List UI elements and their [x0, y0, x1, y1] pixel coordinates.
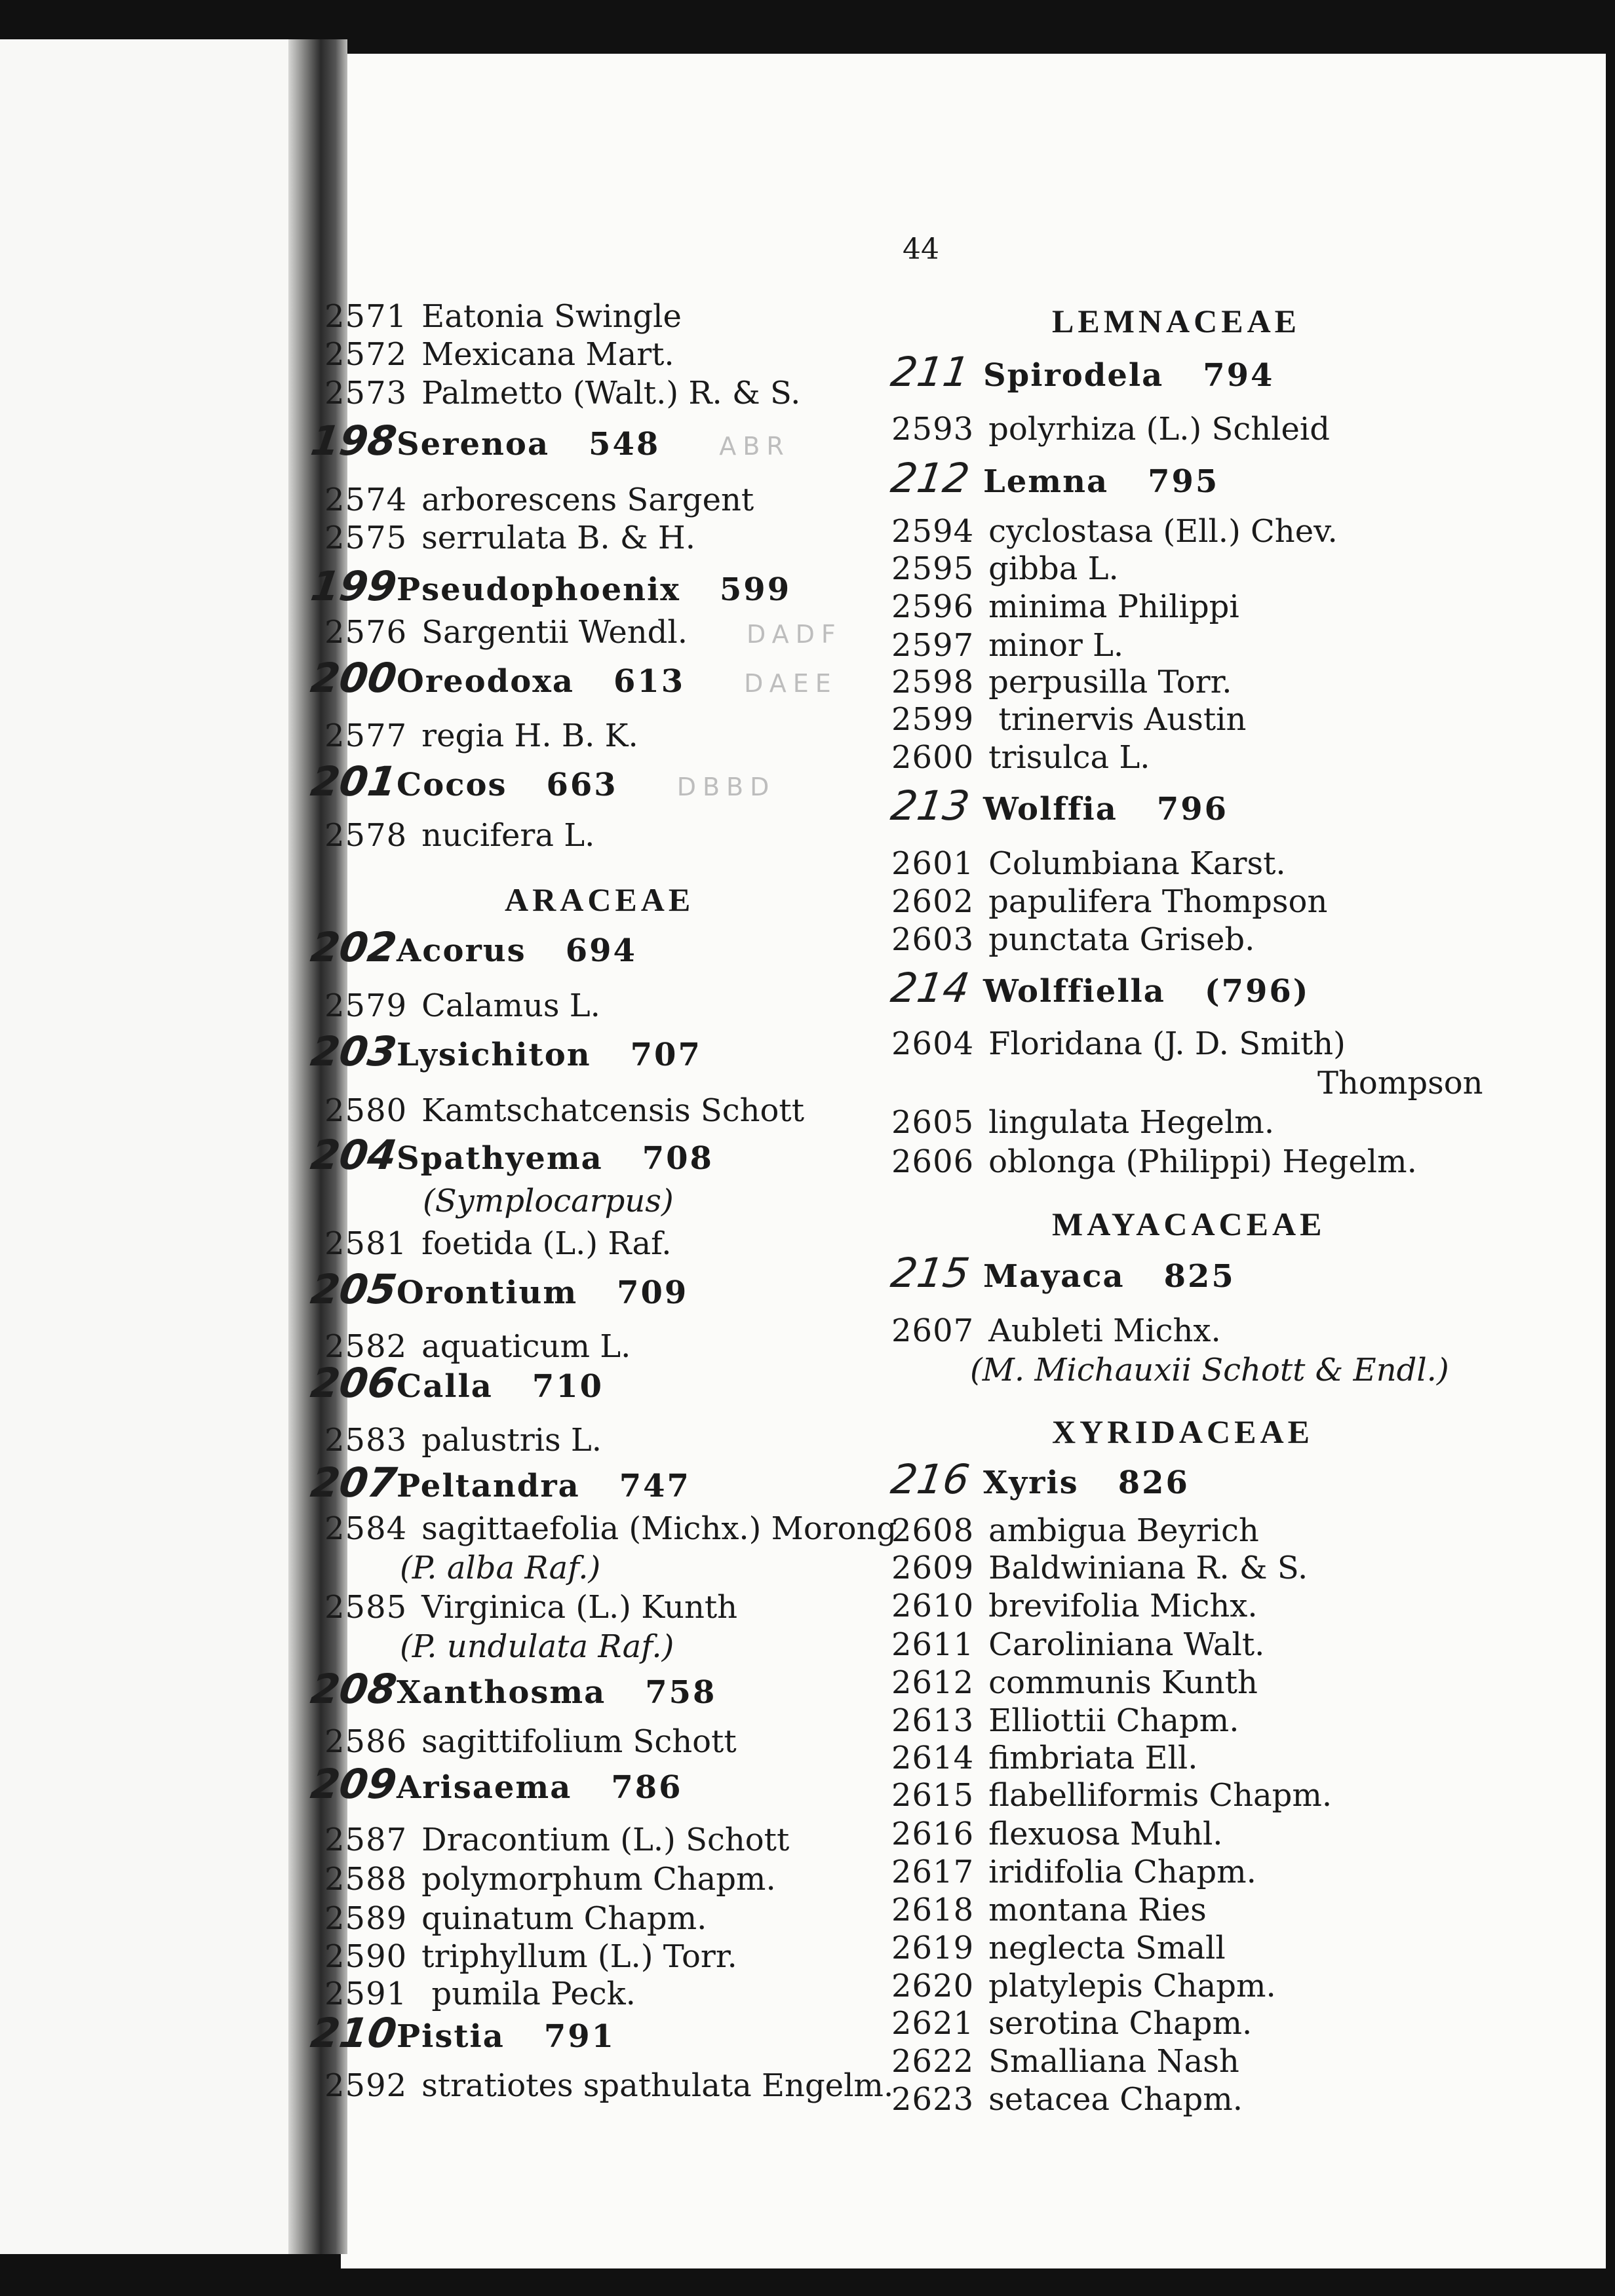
entry-number: 2606	[891, 1143, 975, 1180]
species-entry	[891, 2081, 1243, 2118]
genus-name: Serenoa	[397, 426, 550, 463]
entry-number: 2610	[891, 1588, 975, 1624]
entry-number: 2616	[891, 1816, 975, 1852]
entry-number: 2621	[891, 2005, 975, 2042]
species-name: regia H. B. K.	[421, 718, 638, 754]
genus-number: 794	[1203, 357, 1275, 394]
species-name: Eatonia Swingle	[421, 298, 682, 335]
handwritten-number: 208	[307, 1665, 400, 1713]
species-name: serrulata B. & H.	[421, 520, 696, 556]
synonym-note	[970, 1352, 1449, 1388]
synonym-text: (P. undulata Raf.)	[400, 1628, 674, 1665]
genus-heading	[887, 964, 1310, 1012]
entry-number: 2577	[324, 718, 408, 754]
genus-name: Spathyema	[397, 1140, 603, 1177]
species-name: triphyllum (L.) Torr.	[421, 1938, 737, 1975]
genus-name: Wolffiella	[983, 973, 1165, 1010]
genus-number: 694	[565, 932, 637, 969]
handwritten-number: 209	[307, 1760, 400, 1808]
species-name: neglecta Small	[988, 1930, 1226, 1966]
species-entry	[891, 921, 1255, 958]
species-entry	[324, 520, 695, 556]
entry-number: 2576	[324, 614, 408, 651]
species-name: polymorphum Chapm.	[421, 1861, 776, 1898]
family-heading	[1052, 303, 1300, 340]
species-entry	[891, 664, 1232, 700]
species-name: Mexicana Mart.	[421, 336, 674, 373]
entry-number: 2598	[891, 664, 975, 700]
species-entry	[891, 1930, 1226, 1966]
species-entry	[891, 1777, 1332, 1814]
species-entry	[891, 1664, 1258, 1701]
genus-number: 791	[543, 2018, 616, 2055]
genus-number: 708	[642, 1140, 714, 1177]
genus-heading	[307, 1027, 702, 1075]
handwritten-number: 202	[307, 923, 400, 971]
handwritten-number: 199	[307, 562, 400, 610]
entry-number: 2578	[324, 817, 408, 854]
genus-number: 795	[1148, 463, 1220, 500]
species-entry	[324, 336, 674, 373]
family-heading	[505, 881, 694, 919]
species-entry	[891, 411, 1330, 448]
genus-name: Mayaca	[983, 1258, 1125, 1295]
species-entry	[891, 1816, 1223, 1852]
species-name: aquaticum L.	[421, 1328, 631, 1365]
entry-number: 2584	[324, 1510, 408, 1547]
species-name: fimbriata Ell.	[988, 1740, 1198, 1776]
genus-name: Orontium	[397, 1274, 578, 1311]
handwritten-number: 206	[307, 1359, 400, 1407]
species-entry	[891, 588, 1239, 625]
handwritten-number: 215	[887, 1249, 973, 1297]
species-entry	[891, 627, 1123, 664]
entry-number: 2605	[891, 1104, 975, 1141]
species-name: quinatum Chapm.	[421, 1900, 707, 1937]
entry-number: 2611	[891, 1626, 975, 1663]
entry-number: 2591	[324, 1976, 408, 2012]
handwritten-number: 201	[307, 757, 400, 805]
genus-heading	[307, 2009, 616, 2057]
genus-name: Xyris	[983, 1464, 1079, 1501]
species-entry	[891, 1626, 1264, 1663]
genus-number: 796	[1156, 791, 1229, 828]
genus-number: 709	[617, 1274, 689, 1311]
species-entry	[324, 1822, 789, 1858]
species-name: papulifera Thompson	[988, 883, 1328, 920]
genus-heading	[307, 562, 792, 610]
faint-stamp: DBBD	[676, 773, 776, 801]
entry-number: 2623	[891, 2081, 975, 2118]
species-name: foetida (L.) Raf.	[421, 1225, 672, 1262]
genus-number: 758	[645, 1674, 717, 1711]
entry-number: 2575	[324, 520, 408, 556]
page-number: 44	[903, 233, 939, 266]
species-name: Dracontium (L.) Schott	[421, 1822, 790, 1858]
species-entry	[891, 1143, 1417, 1180]
entry-number: 2614	[891, 1740, 975, 1776]
species-name: gibba L.	[988, 550, 1119, 587]
genus-heading	[887, 1249, 1236, 1297]
genus-heading	[307, 417, 790, 465]
species-entry	[891, 883, 1327, 920]
species-entry	[891, 1854, 1256, 1890]
genus-number: 826	[1118, 1464, 1190, 1501]
species-entry	[324, 2067, 893, 2104]
entry-number: 2612	[891, 1664, 975, 1701]
handwritten-number: 204	[307, 1131, 400, 1179]
species-name: brevifolia Michx.	[988, 1588, 1258, 1624]
species-name: flexuosa Muhl.	[988, 1816, 1223, 1852]
species-name: Sargentii Wendl.	[421, 614, 688, 651]
entry-number: 2609	[891, 1550, 975, 1586]
genus-heading	[307, 1665, 717, 1713]
genus-name: Lemna	[983, 463, 1109, 500]
faint-stamp: DAEE	[744, 669, 838, 698]
entry-number: 2586	[324, 1723, 408, 1760]
species-name: flabelliformis Chapm.	[988, 1777, 1333, 1814]
species-entry	[324, 1225, 671, 1262]
species-entry	[891, 845, 1286, 882]
species-name: Palmetto (Walt.) R. & S.	[421, 375, 801, 411]
handwritten-number: 207	[307, 1459, 400, 1506]
species-name: Columbiana Karst.	[988, 845, 1286, 882]
genus-heading	[307, 1131, 714, 1179]
genus-name: Calla	[397, 1368, 493, 1405]
species-entry	[891, 1104, 1274, 1141]
genus-heading	[887, 348, 1275, 396]
entry-number: 2573	[324, 375, 408, 411]
species-entry	[891, 1512, 1259, 1549]
handwritten-number: 210	[307, 2009, 400, 2057]
species-name: Kamtschatcensis Schott	[421, 1092, 805, 1129]
genus-name: Acorus	[397, 932, 526, 969]
synonym-text: (P. alba Raf.)	[400, 1550, 601, 1586]
genus-number: 599	[719, 571, 792, 608]
species-name: minima Philippi	[988, 588, 1239, 625]
entry-number: 2602	[891, 883, 975, 920]
entry-number: 2607	[891, 1312, 975, 1349]
entry-number: 2622	[891, 2043, 975, 2080]
synonym-note	[400, 1550, 600, 1586]
species-name: Aubleti Michx.	[988, 1312, 1221, 1349]
entry-number: 2593	[891, 411, 975, 448]
species-entry	[324, 1938, 737, 1975]
facing-page	[0, 39, 292, 2254]
species-name: trinervis Austin	[988, 701, 1247, 738]
species-entry	[324, 614, 842, 653]
species-name: Caroliniana Walt.	[988, 1626, 1265, 1663]
species-name: iridifolia Chapm.	[988, 1854, 1256, 1890]
genus-name: Peltandra	[397, 1468, 580, 1504]
species-name: cyclostasa (Ell.) Chev.	[988, 513, 1338, 550]
faint-stamp: DADF	[746, 620, 842, 649]
entry-number: 2599	[891, 701, 975, 738]
handwritten-number: 216	[887, 1455, 973, 1503]
entry-number: 2620	[891, 1968, 975, 2004]
genus-heading	[307, 923, 637, 971]
genus-heading	[887, 454, 1220, 502]
entry-number: 2603	[891, 921, 975, 958]
entry-number: 2580	[324, 1092, 408, 1129]
species-entry	[324, 1510, 897, 1547]
species-name: sagittaefolia (Michx.) Morong	[421, 1510, 897, 1547]
species-entry	[891, 739, 1150, 776]
entry-number: 2600	[891, 739, 975, 776]
genus-heading	[307, 757, 776, 805]
species-name: nucifera L.	[421, 817, 595, 854]
entry-number: 2601	[891, 845, 975, 882]
handwritten-number: 200	[307, 654, 400, 702]
species-entry	[891, 1892, 1207, 1928]
species-entry	[891, 701, 1246, 738]
species-name: setacea Chapm.	[988, 2081, 1243, 2118]
entry-number: 2597	[891, 627, 975, 664]
genus-name: Xanthosma	[397, 1674, 606, 1711]
family-heading	[1052, 1206, 1325, 1243]
species-name: oblonga (Philippi) Hegelm.	[988, 1143, 1417, 1180]
genus-name: Pistia	[397, 2018, 505, 2055]
entry-number: 2595	[891, 550, 975, 587]
genus-name: Arisaema	[397, 1769, 572, 1806]
species-name: montana Ries	[988, 1892, 1207, 1928]
species-name: Elliottii Chapm.	[988, 1702, 1239, 1739]
species-name: communis Kunth	[988, 1664, 1258, 1701]
species-name: minor L.	[988, 627, 1124, 664]
synonym-text: (M. Michauxii Schott & Endl.)	[970, 1352, 1449, 1388]
handwritten-number: 205	[307, 1265, 400, 1313]
family-name: ARACEAE	[505, 881, 695, 918]
species-entry	[891, 1588, 1258, 1624]
species-entry	[891, 2043, 1239, 2080]
genus-name: Oreodoxa	[397, 663, 574, 700]
synonym-text: (Symplocarpus)	[423, 1183, 674, 1219]
genus-name: Spirodela	[983, 357, 1164, 394]
species-entry	[324, 482, 754, 518]
species-entry	[324, 718, 638, 754]
faint-stamp: ABR	[719, 432, 790, 461]
species-entry	[324, 375, 800, 411]
genus-number: 548	[589, 426, 661, 463]
handwritten-number: 212	[887, 454, 973, 502]
genus-heading	[307, 1359, 604, 1407]
genus-heading	[307, 1265, 689, 1313]
entry-number: 2579	[324, 987, 408, 1024]
species-entry	[891, 1740, 1198, 1776]
entry-number: 2604	[891, 1025, 975, 1062]
genus-number: 825	[1163, 1258, 1236, 1295]
species-entry	[891, 1968, 1276, 2004]
species-name: Calamus L.	[421, 987, 600, 1024]
species-entry	[324, 1723, 737, 1760]
species-name: polyrhiza (L.) Schleid	[988, 411, 1330, 448]
species-entry	[891, 2005, 1252, 2042]
family-name: XYRIDACEAE	[1052, 1413, 1313, 1450]
genus-name: Cocos	[397, 767, 507, 803]
entry-number: 2613	[891, 1702, 975, 1739]
species-name: lingulata Hegelm.	[988, 1104, 1275, 1141]
handwritten-number: 203	[307, 1027, 400, 1075]
species-entry	[324, 1976, 636, 2012]
entry-number: 2618	[891, 1892, 975, 1928]
genus-heading	[887, 1455, 1190, 1503]
species-name: trisulca L.	[988, 739, 1150, 776]
species-entry	[324, 817, 594, 854]
family-name: LEMNACEAE	[1052, 303, 1301, 339]
species-name: ambigua Beyrich	[988, 1512, 1259, 1549]
species-entry	[324, 1092, 804, 1129]
entry-number: 2588	[324, 1861, 408, 1898]
entry-number: 2589	[324, 1900, 408, 1937]
species-entry	[324, 1422, 602, 1459]
entry-number: 2571	[324, 298, 408, 335]
genus-number: (796)	[1204, 973, 1310, 1010]
species-entry	[891, 1312, 1221, 1349]
species-entry	[891, 1702, 1239, 1739]
species-name: perpusilla Torr.	[988, 664, 1232, 700]
continuation-text: Thompson	[1317, 1065, 1483, 1101]
entry-number: 2617	[891, 1854, 975, 1890]
genus-number: 613	[613, 663, 686, 700]
entry-number: 2608	[891, 1512, 975, 1549]
species-name: punctata Griseb.	[988, 921, 1255, 958]
species-entry	[324, 1900, 707, 1937]
species-name: stratiotes spathulata Engelm.	[421, 2067, 894, 2104]
species-name: platylepis Chapm.	[988, 1968, 1276, 2004]
handwritten-number: 213	[887, 782, 973, 830]
entry-number: 2592	[324, 2067, 408, 2104]
species-entry	[324, 1589, 737, 1626]
family-heading	[1052, 1413, 1313, 1451]
genus-heading	[307, 654, 838, 702]
entry-number: 2574	[324, 482, 408, 518]
entry-number: 2572	[324, 336, 408, 373]
genus-heading	[307, 1760, 683, 1808]
handwritten-number: 198	[307, 417, 400, 465]
synonym-note	[423, 1183, 674, 1219]
genus-name: Wolffia	[983, 791, 1118, 828]
species-name: Smalliana Nash	[988, 2043, 1239, 2080]
genus-number: 710	[532, 1368, 604, 1405]
entry-number: 2590	[324, 1938, 408, 1975]
entry-number: 2581	[324, 1225, 408, 1262]
genus-name: Lysichiton	[397, 1037, 591, 1073]
entry-number: 2583	[324, 1422, 408, 1459]
species-name: serotina Chapm.	[988, 2005, 1253, 2042]
species-entry	[324, 1861, 776, 1898]
species-name: sagittifolium Schott	[421, 1723, 737, 1760]
species-entry	[324, 298, 682, 335]
species-entry	[891, 1550, 1308, 1586]
family-name: MAYACACEAE	[1052, 1206, 1326, 1242]
species-name: Baldwiniana R. & S.	[988, 1550, 1308, 1586]
genus-number: 707	[630, 1037, 702, 1073]
species-entry	[891, 1025, 1346, 1062]
species-name: Floridana (J. D. Smith)	[988, 1025, 1346, 1062]
continuation-line	[1317, 1065, 1483, 1101]
entry-number: 2587	[324, 1822, 408, 1858]
genus-number: 663	[546, 767, 618, 803]
entry-number: 2585	[324, 1589, 408, 1626]
species-entry	[891, 513, 1338, 550]
handwritten-number: 214	[887, 964, 973, 1012]
genus-number: 747	[619, 1468, 691, 1504]
species-name: Virginica (L.) Kunth	[421, 1589, 738, 1626]
entry-number: 2594	[891, 513, 975, 550]
species-name: arborescens Sargent	[421, 482, 754, 518]
genus-number: 786	[611, 1769, 683, 1806]
species-entry	[891, 550, 1119, 587]
genus-heading	[887, 782, 1229, 830]
entry-number: 2615	[891, 1777, 975, 1814]
synonym-note	[400, 1628, 674, 1665]
genus-heading	[307, 1459, 691, 1506]
species-entry	[324, 987, 600, 1024]
entry-number: 2582	[324, 1328, 408, 1365]
handwritten-number: 211	[887, 348, 973, 396]
entry-number: 2596	[891, 588, 975, 625]
entry-number: 2619	[891, 1930, 975, 1966]
species-name: pumila Peck.	[421, 1976, 636, 2012]
genus-name: Pseudophoenix	[397, 571, 680, 608]
species-name: palustris L.	[421, 1422, 602, 1459]
